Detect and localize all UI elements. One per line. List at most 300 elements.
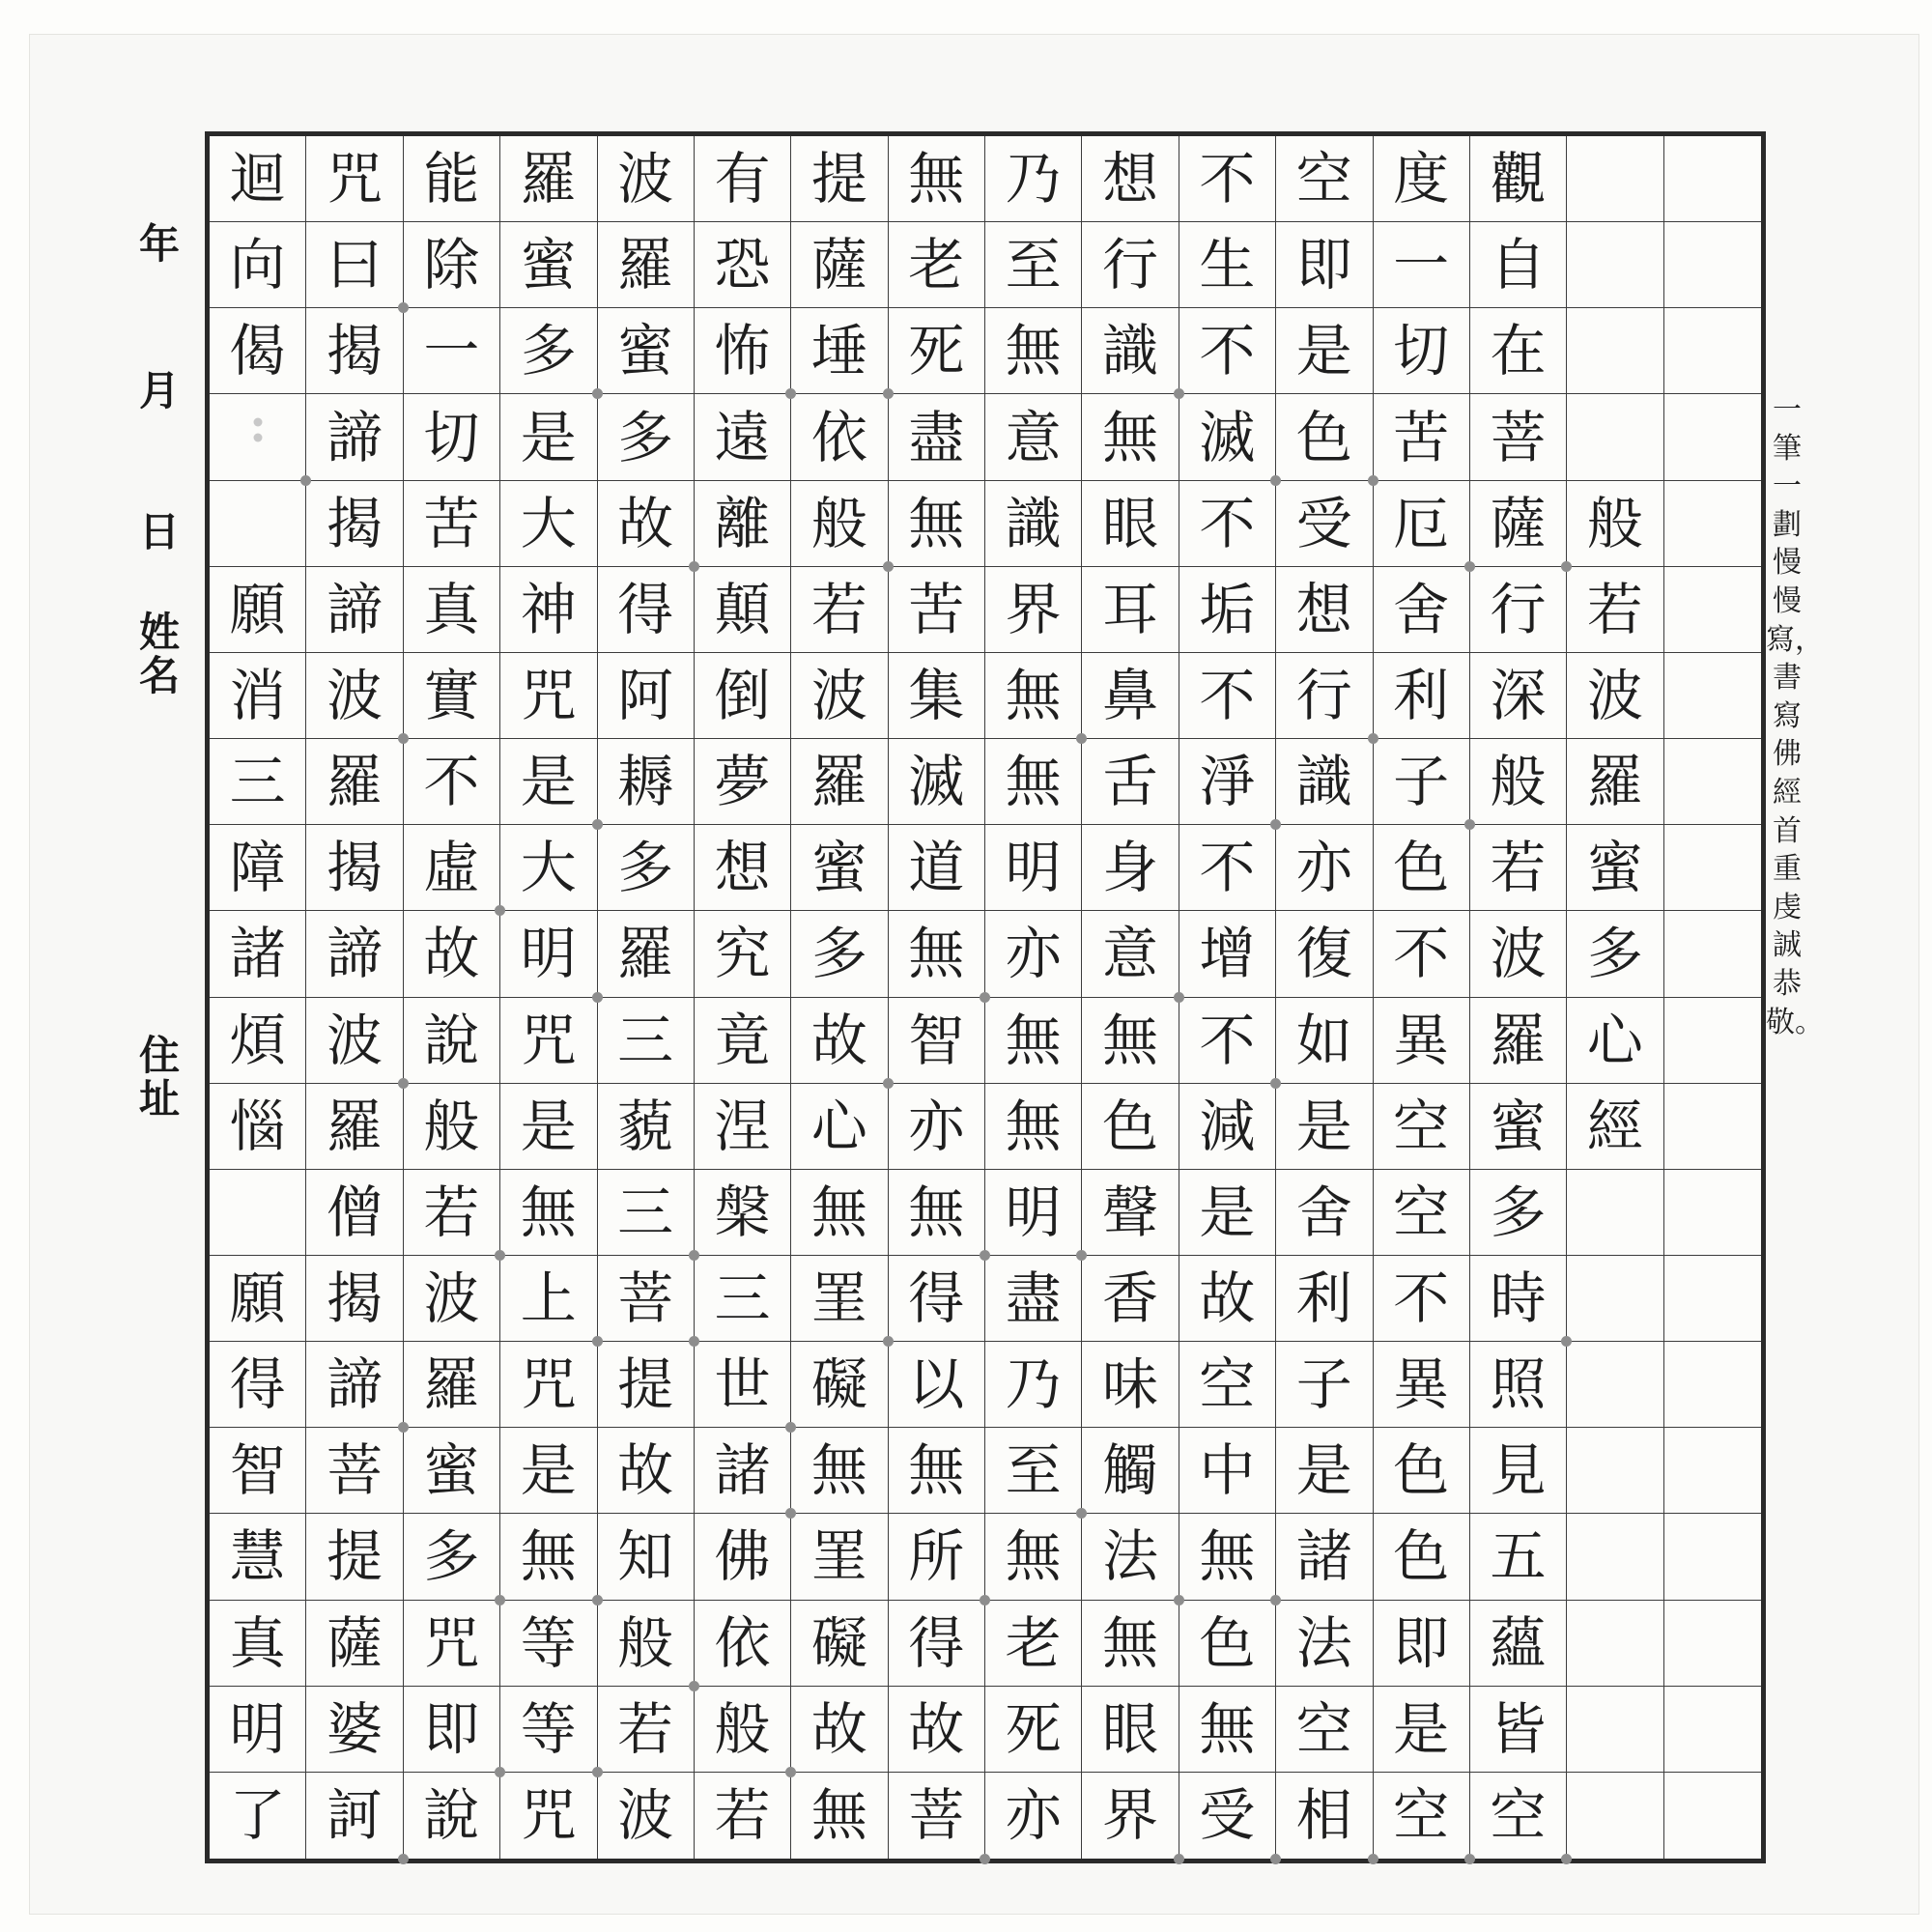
sutra-character: 咒 [520,662,577,728]
sutra-character: 諦 [327,576,384,642]
grid-cell [306,653,403,739]
grid-cell [306,1428,403,1514]
grid-cell [695,911,791,997]
grid-cell [695,998,791,1084]
grid-cell [404,1342,500,1428]
grid-cell [1567,567,1663,653]
sutra-character: 得 [908,1265,965,1332]
grid-cell [1374,1514,1470,1600]
grid-cell [1664,1256,1761,1342]
sutra-character: 蜜 [1586,835,1643,901]
sutra-character: 有 [714,146,771,213]
sutra-character: 不 [1199,1007,1256,1073]
sutra-character: 僧 [327,1179,384,1245]
grid-cell [210,1170,306,1256]
sutra-character: 真 [423,576,480,642]
grid-cell [500,1428,597,1514]
sutra-character: 波 [327,662,384,728]
grid-cell [695,739,791,825]
sutra-character: 得 [617,576,674,642]
grid-cell [598,1342,695,1428]
grid-cell [1664,1170,1761,1256]
grid-cell [210,1687,306,1773]
grid-cell [598,739,695,825]
grid-cell [889,1514,985,1600]
sutra-character: 異 [1393,1007,1450,1073]
sutra-character: 空 [1393,1179,1450,1245]
sutra-character: 多 [423,1523,480,1590]
grid-cell [1179,1428,1276,1514]
grid-cell [1374,825,1470,911]
grid-cell [598,1514,695,1600]
grid-cell [1374,1428,1470,1514]
grid-cell [210,1601,306,1687]
sutra-character: 是 [1199,1179,1256,1245]
punctuation-dot [883,561,894,572]
sutra-character: 薩 [810,232,867,298]
grid-cell [1664,1601,1761,1687]
sutra-character: 滅 [908,749,965,815]
grid-cell [791,1170,888,1256]
grid-cell [791,308,888,394]
grid-cell [695,1773,791,1859]
sutra-character: 罣 [810,1523,867,1590]
grid-cell [210,222,306,308]
sutra-character: 恐 [714,232,771,298]
grid-cell [1374,308,1470,394]
punctuation-dot [1270,475,1281,486]
grid-cell [1470,1084,1567,1170]
sutra-character: 涅 [714,1093,771,1159]
sutra-character: 至 [1005,1437,1062,1504]
grid-cell [889,911,985,997]
grid-cell [306,1601,403,1687]
grid-cell [985,394,1082,480]
sutra-character: 訶 [327,1782,384,1849]
sutra-character: 如 [1295,1007,1352,1073]
month-label: 月 [138,367,180,414]
grid-cell [210,1514,306,1600]
sutra-character: 煩 [229,1007,286,1073]
punctuation-dot [980,992,990,1003]
grid-cell [598,653,695,739]
sutra-character: 般 [1490,749,1547,815]
grid-cell [404,739,500,825]
sutra-character: 受 [1295,490,1352,556]
grid-cell [889,1687,985,1773]
sutra-character: 法 [1102,1523,1159,1590]
grid-cell [889,567,985,653]
grid-cell [1567,911,1663,997]
grid-cell [210,739,306,825]
grid-cell [500,1514,597,1600]
sutra-character: 羅 [617,232,674,298]
sutra-character: 死 [1005,1695,1062,1762]
sutra-character: 識 [1005,490,1062,556]
sutra-character: 蜜 [423,1437,480,1504]
sutra-character: 了 [229,1782,286,1849]
sutra-character: 般 [810,490,867,556]
grid-cell [1374,1342,1470,1428]
grid-cell [889,825,985,911]
grid-cell [306,1342,403,1428]
sutra-character: 盡 [1005,1265,1062,1332]
sutra-character: 舍 [1393,576,1450,642]
grid-cell [889,1084,985,1170]
grid-cell [1374,1084,1470,1170]
sutra-character: 是 [520,404,577,470]
sutra-character: 空 [1490,1782,1547,1849]
sutra-character: 障 [229,835,286,901]
sutra-character: 願 [229,1265,286,1332]
sutra-character: 是 [520,749,577,815]
punctuation-dot [980,1854,990,1864]
sutra-character: 想 [1295,576,1352,642]
sutra-character: 般 [423,1093,480,1159]
grid-cell [1082,308,1179,394]
sutra-character: 無 [520,1179,577,1245]
sutra-character: 不 [1199,835,1256,901]
sutra-character: 波 [617,146,674,213]
sutra-character: 空 [1295,146,1352,213]
sutra-character: 觸 [1102,1437,1159,1504]
sutra-character: 不 [1393,921,1450,987]
grid-cell [1567,1342,1663,1428]
sutra-character: 佛 [714,1523,771,1590]
grid-cell [500,739,597,825]
sutra-character: 蘊 [1490,1609,1547,1676]
grid-cell [500,567,597,653]
sutra-character: 真 [229,1609,286,1676]
grid-cell [210,1773,306,1859]
sutra-character: 切 [423,404,480,470]
grid-cell [1179,136,1276,222]
grid-cell [500,1601,597,1687]
punctuation-dot [883,1078,894,1089]
sutra-character: 無 [1005,318,1062,384]
sutra-character: 多 [810,921,867,987]
sutra-character: 倒 [714,662,771,728]
sutra-character: 利 [1295,1265,1352,1332]
sutra-character: 能 [423,146,480,213]
grid-cell [598,825,695,911]
grid-cell [985,308,1082,394]
grid-cell [500,136,597,222]
grid-cell [306,394,403,480]
punctuation-dot [592,1336,603,1347]
sutra-character: 揭 [327,1265,384,1332]
sutra-character: 多 [617,835,674,901]
sutra-character: 若 [714,1782,771,1849]
sutra-character: 除 [423,232,480,298]
grid-cell [1374,739,1470,825]
sutra-character: 多 [1586,921,1643,987]
sutra-character: 心 [1586,1007,1643,1073]
punctuation-dot [495,1767,505,1777]
sutra-character: 子 [1295,1351,1352,1418]
sutra-character: 老 [1005,1609,1062,1676]
sutra-character: 聲 [1102,1179,1159,1245]
sutra-character: 多 [1490,1179,1547,1245]
sutra-character: 不 [1199,318,1256,384]
grid-cell [1470,825,1567,911]
grid-cell [1470,1342,1567,1428]
grid-cell [598,1687,695,1773]
sutra-character: 意 [1102,921,1159,987]
grid-cell [985,825,1082,911]
sutra-character: 大 [520,490,577,556]
sutra-character: 菩 [327,1437,384,1504]
sutra-character: 無 [1102,404,1159,470]
grid-cell [1082,1514,1179,1600]
grid-cell [1664,1084,1761,1170]
address-label: 住址 [138,1032,180,1123]
day-label: 日 [138,508,180,555]
grid-cell [500,1342,597,1428]
grid-cell [1082,1428,1179,1514]
sutra-character: 身 [1102,835,1159,901]
sutra-character: 是 [1393,1695,1450,1762]
sutra-character: 阿 [617,662,674,728]
sutra-character: 集 [908,662,965,728]
sutra-character: 減 [1199,1093,1256,1159]
sutra-character: 無 [908,921,965,987]
grid-cell [1664,1773,1761,1859]
grid-cell [1664,136,1761,222]
sutra-character: 蜜 [810,835,867,901]
grid-cell [985,653,1082,739]
sutra-character: 故 [617,490,674,556]
grid-cell [404,1687,500,1773]
sutra-character: 羅 [520,146,577,213]
grid-cell [985,1256,1082,1342]
grid-cell [1082,481,1179,567]
sutra-character: 依 [714,1609,771,1676]
grid-cell [210,1428,306,1514]
grid-cell [210,1084,306,1170]
sutra-character: 智 [908,1007,965,1073]
grid-cell [1470,1256,1567,1342]
sutra-character: 向 [229,232,286,298]
name-label: 姓名 [138,609,180,700]
grid-cell [404,567,500,653]
sutra-character: 無 [908,490,965,556]
grid-cell [1082,739,1179,825]
sutra-character: 藐 [617,1093,674,1159]
grid-cell [500,1256,597,1342]
punctuation-dot [495,1595,505,1605]
grid-cell [791,1084,888,1170]
grid-cell [1374,1170,1470,1256]
grid-cell [695,1256,791,1342]
grid-cell [1082,1773,1179,1859]
sutra-character: 無 [1102,1007,1159,1073]
sutra-character: 觀 [1490,146,1547,213]
grid-cell [306,1514,403,1600]
sutra-character: 迴 [229,146,286,213]
sutra-character: 菩 [1490,404,1547,470]
grid-cell [306,825,403,911]
sutra-character: 三 [617,1179,674,1245]
grid-cell [985,911,1082,997]
sutra-character: 無 [908,1437,965,1504]
grid-cell [1179,1170,1276,1256]
sutra-character: 生 [1199,232,1256,298]
sutra-character: 無 [1199,1695,1256,1762]
grid-cell [1567,136,1663,222]
grid-cell [985,1687,1082,1773]
sutra-character: 故 [1199,1265,1256,1332]
sutra-character: 波 [423,1265,480,1332]
sutra-character: 礙 [810,1351,867,1418]
sutra-character: 苦 [908,576,965,642]
grid-cell [1179,394,1276,480]
grid-cell [791,911,888,997]
sutra-character: 以 [908,1351,965,1418]
sutra-character: 諸 [714,1437,771,1504]
sutra-character: 世 [714,1351,771,1418]
grid-cell [889,1428,985,1514]
grid-cell [791,136,888,222]
grid-cell [1179,1084,1276,1170]
grid-cell [1374,653,1470,739]
punctuation-dot [1174,992,1184,1003]
grid-cell [306,1084,403,1170]
grid-cell [889,136,985,222]
grid-cell [1470,1687,1567,1773]
sutra-character: 若 [1586,576,1643,642]
grid-cell [1374,222,1470,308]
grid-cell [791,1601,888,1687]
sutra-character: 無 [810,1782,867,1849]
sutra-character: 願 [229,576,286,642]
grid-cell [1179,308,1276,394]
grid-cell [695,1084,791,1170]
sutra-character: 切 [1393,318,1450,384]
grid-cell [1179,739,1276,825]
sutra-character: 惱 [229,1093,286,1159]
grid-cell [695,481,791,567]
grid-cell [1374,1687,1470,1773]
sutra-character: 不 [1199,146,1256,213]
grid-cell [985,1342,1082,1428]
sutra-character: 咒 [423,1609,480,1676]
sutra-character: 亦 [908,1093,965,1159]
grid-cell [1276,825,1373,911]
sutra-character: 道 [908,835,965,901]
punctuation-dot [398,733,409,744]
grid-cell [1276,1773,1373,1859]
sutra-character: 耳 [1102,576,1159,642]
sutra-character: 薩 [327,1609,384,1676]
grid-cell [985,222,1082,308]
sutra-character: 即 [1393,1609,1450,1676]
sutra-character: 一 [1393,232,1450,298]
grid-cell [1567,653,1663,739]
grid-cell [985,998,1082,1084]
grid-cell [695,1170,791,1256]
grid-cell [1470,481,1567,567]
sutra-character: 即 [1295,232,1352,298]
grid-cell [1374,1256,1470,1342]
punctuation-dot [689,1336,699,1347]
sutra-character: 是 [1295,318,1352,384]
grid-cell [889,394,985,480]
grid-cell [889,739,985,825]
sutra-grid [205,131,1766,1863]
punctuation-dot [1270,1595,1281,1605]
grid-cell [1470,739,1567,825]
sutra-character: 波 [810,662,867,728]
punctuation-dot [300,475,311,486]
sutra-character: 實 [423,662,480,728]
grid-cell [1567,998,1663,1084]
sutra-character: 波 [327,1007,384,1073]
grid-cell [985,1170,1082,1256]
sutra-character: 提 [810,146,867,213]
grid-cell [306,308,403,394]
sutra-character: 若 [617,1695,674,1762]
sutra-character: 三 [714,1265,771,1332]
sutra-character: 提 [617,1351,674,1418]
grid-cell [1179,1514,1276,1600]
sutra-character: 明 [229,1695,286,1762]
sutra-character: 羅 [327,1093,384,1159]
grid-cell [1374,1773,1470,1859]
grid-cell [598,1428,695,1514]
sutra-character: 羅 [423,1351,480,1418]
grid-cell [889,653,985,739]
grid-cell [598,911,695,997]
sutra-character: 眼 [1102,1695,1159,1762]
sutra-character: 若 [810,576,867,642]
grid-cell [306,222,403,308]
sutra-character: 乃 [1005,146,1062,213]
grid-cell [1276,1342,1373,1428]
sutra-character: 明 [1005,1179,1062,1245]
grid-cell [985,136,1082,222]
sutra-character: 埵 [810,318,867,384]
punctuation-dot [1561,561,1572,572]
sutra-character: 三 [617,1007,674,1073]
sutra-character: 蜜 [520,232,577,298]
sutra-character: 不 [1199,490,1256,556]
punctuation-dot [1270,1854,1281,1864]
grid-cell [1567,1428,1663,1514]
grid-cell [1276,308,1373,394]
grid-cell [1567,222,1663,308]
grid-cell [791,998,888,1084]
sutra-character: 若 [423,1179,480,1245]
grid-cell [1567,1601,1663,1687]
grid-cell [1374,911,1470,997]
sutra-character: 無 [1102,1609,1159,1676]
sutra-character: 揭 [327,490,384,556]
grid-cell [598,308,695,394]
sutra-character: 咒 [520,1007,577,1073]
sutra-character: 界 [1102,1782,1159,1849]
sutra-character: 礙 [810,1609,867,1676]
sutra-character: 無 [1005,1093,1062,1159]
grid-cell [404,1428,500,1514]
grid-cell [889,1601,985,1687]
grid-cell [1179,1256,1276,1342]
grid-cell [985,739,1082,825]
sutra-character: 罣 [810,1265,867,1332]
spacer-mark [253,433,262,441]
sutra-character: 咒 [520,1782,577,1849]
grid-cell [1567,1687,1663,1773]
